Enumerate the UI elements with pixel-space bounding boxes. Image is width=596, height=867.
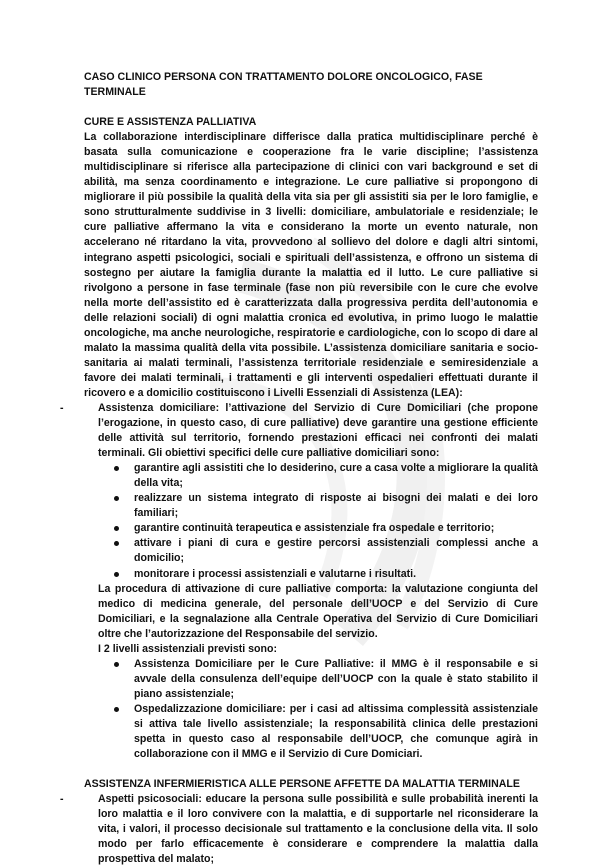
levels-list: [98, 657, 538, 762]
list-item: attivare i piani di cura e gestire percorsi assistenziali complessi anche a domicilio;: [134, 536, 538, 566]
dash-marker: -: [60, 401, 64, 414]
section-heading-cure-palliative: CURE E ASSISTENZA PALLIATIVA: [84, 116, 257, 129]
list-item: garantire agli assistiti che lo desiderino, cure a casa volte a migliorare la qualità della vita;: [134, 461, 538, 491]
bullet-icon: [114, 496, 119, 501]
intro-paragraph: La collaborazione interdisciplinare differisce dalla pratica multidisciplinare perché è basata sulla comunicazione e cooperazione fra le varie discipline; l’assistenza multidisciplinare si riferisce alla partecipazione di clinici con vari background e set di abilità, ma senza coordinamento e integrazione. Le cure palliative si propongono di migliorare il più possibile la qualità della vita sia per gli assistiti sia per le loro famiglie, e sono strutturalmente suddivise in 3 livelli: domiciliare, ambulatoriale e residenziale; le cure palliative affermano la vita e considerano la morte un evento naturale, non accelerano né ritardano la vita, provvedono al sollievo del dolore e dagli altri sintomi, integrano aspetti psicologici, sociali e spirituali dell’assistenza, e offrono un sistema di sostegno per aiutare la famiglia durante la malattia ed il lutto. Le cure palliative si rivolgono a persone in fase terminale (fase non più reversibile con le cure che evolve nella morte dell’assistito ed è caratterizzata dalla progressiva perdita dell’autonomia e delle relazioni sociali) di ogni malattia cronica ed evolutiva, in primo luogo le malattie oncologiche, ma anche neurologiche, respiratorie e cardiologiche, con lo scopo di dare al malato la massima qualità della vita possibile. L’assistenza domiciliare sanitaria e socio-sanitaria ai malati terminali, l’assistenza territoriale residenziale e semiresidenziale a favore dei malati terminali, i trattamenti e gli interventi ospedalieri effettuati durante il ricovero e a domicilio costituiscono i Livelli Essenziali di Assistenza (LEA):: [84, 131, 538, 399]
dash-marker: -: [60, 793, 64, 806]
assistenza-domiciliare-text: Assistenza domiciliare: l’attivazione del Servizio di Cure Domiciliari (che propone l’erogazione, in questo caso, di cure palliative) deve garantire una gestione efficiente delle attività sul territorio, fornendo prestazioni efficaci nei confronti dei malati terminali. Gli obiettivi specifici delle cure palliative domiciliari sono:: [98, 401, 538, 460]
list-item: realizzare un sistema integrato di risposte ai bisogni dei malati e dei loro familiari;: [134, 491, 538, 521]
list-item: Ospedalizzazione domiciliare: per i casi ad altissima complessità assistenziale si attiva tale livello assistenziale; la responsabilità clinica delle prestazioni spetta in questo caso al responsabile dell’UOCP, che comunque agirà in collaborazione con il MMG e il Servizio di Cure Domiciari.: [134, 702, 538, 762]
bullet-icon: [114, 541, 119, 546]
document-title: CASO CLINICO PERSONA CON TRATTAMENTO DOLORE ONCOLOGICO, FASE TERMINALE: [84, 71, 483, 99]
list-item: monitorare i processi assistenziali e valutarne i risultati.: [134, 567, 538, 582]
nursing-list: [60, 792, 538, 867]
bullet-icon: [114, 707, 119, 712]
objectives-list: [98, 461, 538, 581]
bullet-icon: [114, 662, 119, 667]
bullet-icon: [114, 572, 119, 577]
lea-list: [60, 401, 538, 762]
procedure-paragraph: La procedura di attivazione di cure palliative comporta: la valutazione congiunta del medico di medicina generale, del personale dell’UOCP e del Servizio di Cure Domiciliari, e la segnalazione alla Centrale Operativa del Servizio di Cure Domiciliari oltre che l’autorizzazione del Responsabile del servizio.: [98, 582, 538, 640]
bullet-icon: [114, 526, 119, 531]
aspetti-psicosociali-text: Aspetti psicosociali: educare la persona sulle possibilità e sulle probabilità inerenti la loro malattia e il loro convivere con la malattia, e di supportarle nel riconsiderare la vita, i valori, il processo decisionale sul trattamento e la conclusione della vita. Il solo modo per farlo efficacemente è considerare e comprendere la malattia dalla prospettiva del malato;: [98, 793, 538, 866]
list-item: garantire continuità terapeutica e assistenziale fra ospedale e territorio;: [134, 521, 538, 536]
section-heading-assistenza-infermieristica: ASSISTENZA INFERMIERISTICA ALLE PERSONE AFFETTE DA MALATTIA TERMINALE: [84, 778, 520, 791]
bullet-icon: [114, 466, 119, 471]
list-item: Assistenza Domiciliare per le Cure Palliative: il MMG è il responsabile e si avvale della consulenza dell’equipe dell’UOCP con la quale è stato stabilito il piano assistenziale;: [134, 657, 538, 702]
list-item: [60, 792, 538, 867]
levels-intro: I 2 livelli assistenziali previsti sono:: [98, 642, 277, 655]
list-item: [60, 401, 538, 762]
